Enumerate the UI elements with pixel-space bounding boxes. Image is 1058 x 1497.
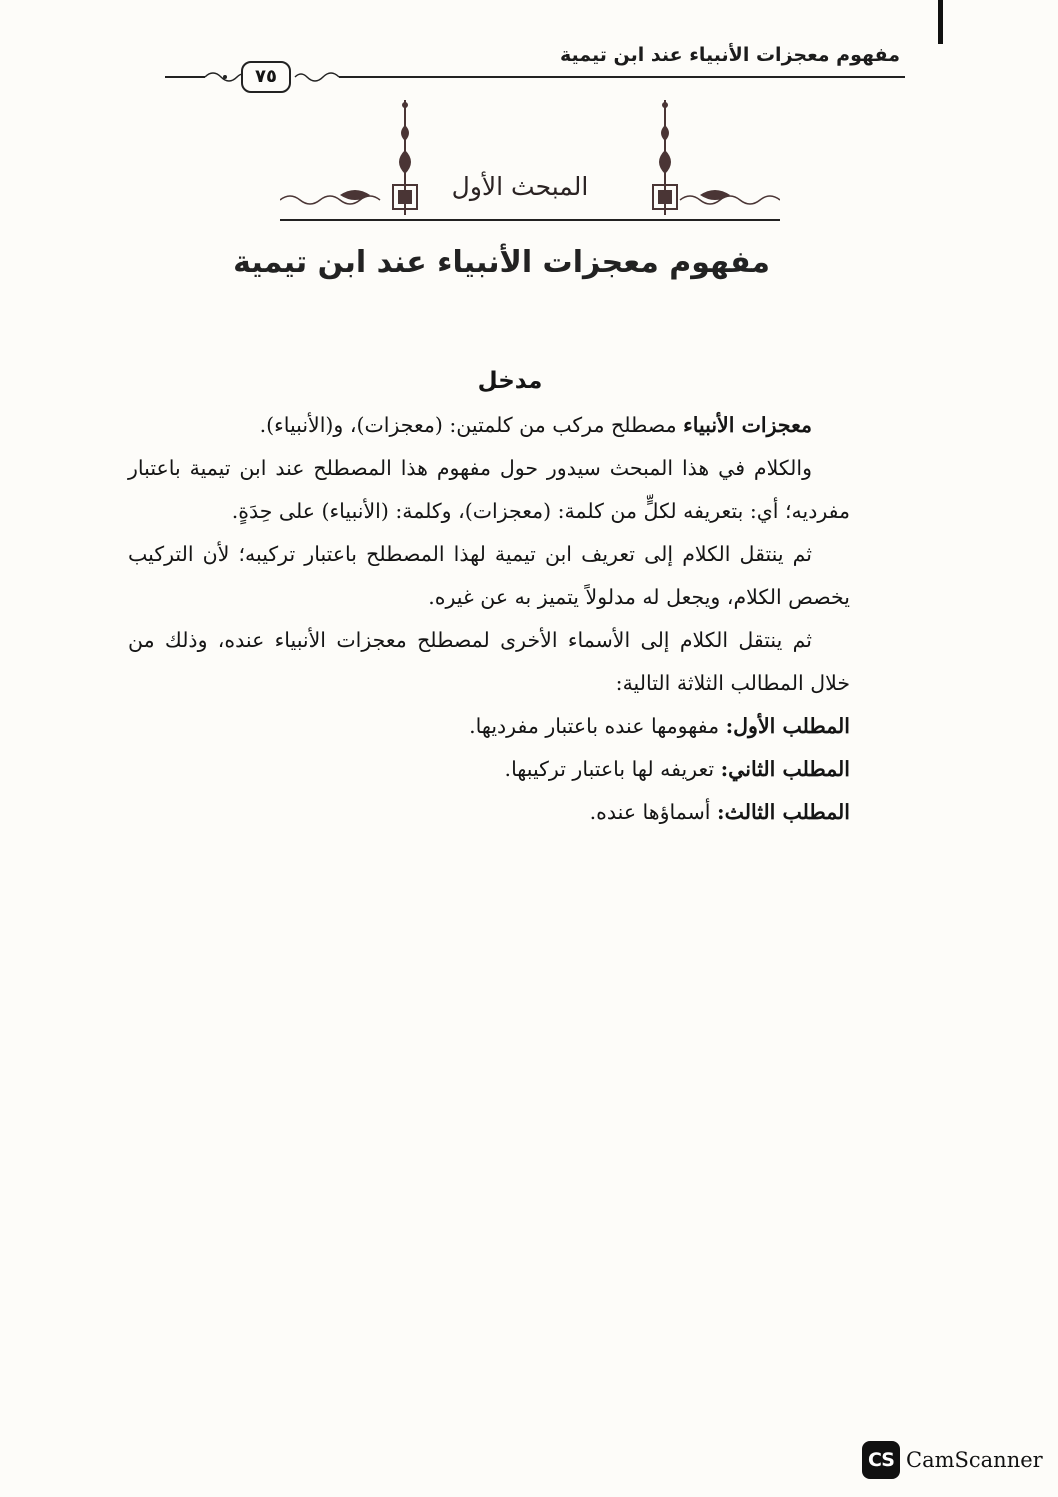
chapter-ornament: [280, 95, 780, 230]
running-header: مفهوم معجزات الأنبياء عند ابن تيمية: [559, 44, 900, 66]
list-item: [128, 705, 850, 748]
page-number: ٧٥: [255, 66, 277, 87]
list-item-label: المطلب الثاني:: [720, 757, 850, 781]
list-item-text: مفهومها عنده باعتبار مفرديها.: [469, 714, 726, 738]
list-item-text: أسماؤها عنده.: [589, 800, 718, 824]
list-item: [128, 748, 850, 791]
chapter-heading: المبحث الأول: [451, 172, 589, 201]
paragraph-4: ثم ينتقل الكلام إلى الأسماء الأخرى لمصطلح معجزات الأنبياء عنده، وذلك من خلال المطالب الثلاثة التالية:: [128, 628, 850, 695]
list-item: [128, 791, 850, 834]
paragraph-1-bold: معجزات الأنبياء: [683, 413, 812, 437]
page-edge: [938, 0, 943, 44]
body-text: [128, 404, 850, 834]
section-heading: مدخل: [477, 368, 543, 394]
list-item-text: تعريفه لها باعتبار تركيبها.: [504, 757, 721, 781]
paragraph-1: [128, 404, 850, 447]
chapter-title: مفهوم معجزات الأنبياء عند ابن تيمية: [233, 245, 770, 280]
page-number-badge: [240, 60, 292, 94]
paragraph-1-rest: مصطلح مركب من كلمتين: (معجزات)، و(الأنبياء).: [259, 413, 684, 437]
list-item-label: المطلب الأول:: [725, 714, 850, 738]
paragraph-2: والكلام في هذا المبحث سيدور حول مفهوم هذا المصطلح عند ابن تيمية باعتبار مفرديه؛ أي: بتعريفه لكلٍّ من كلمة: (معجزات)، وكلمة: (الأنبياء) على حِدَةٍ.: [128, 456, 850, 523]
camscanner-watermark: CamScanner: [906, 1448, 1043, 1472]
paragraph-3: ثم ينتقل الكلام إلى تعريف ابن تيمية لهذا المصطلح باعتبار تركيبه؛ لأن التركيب يخصص الكلام، ويجعل له مدلولاً يتميز به عن غيره.: [128, 542, 850, 609]
camscanner-logo-icon: CS: [862, 1441, 900, 1479]
list-item-label: المطلب الثالث:: [717, 800, 850, 824]
